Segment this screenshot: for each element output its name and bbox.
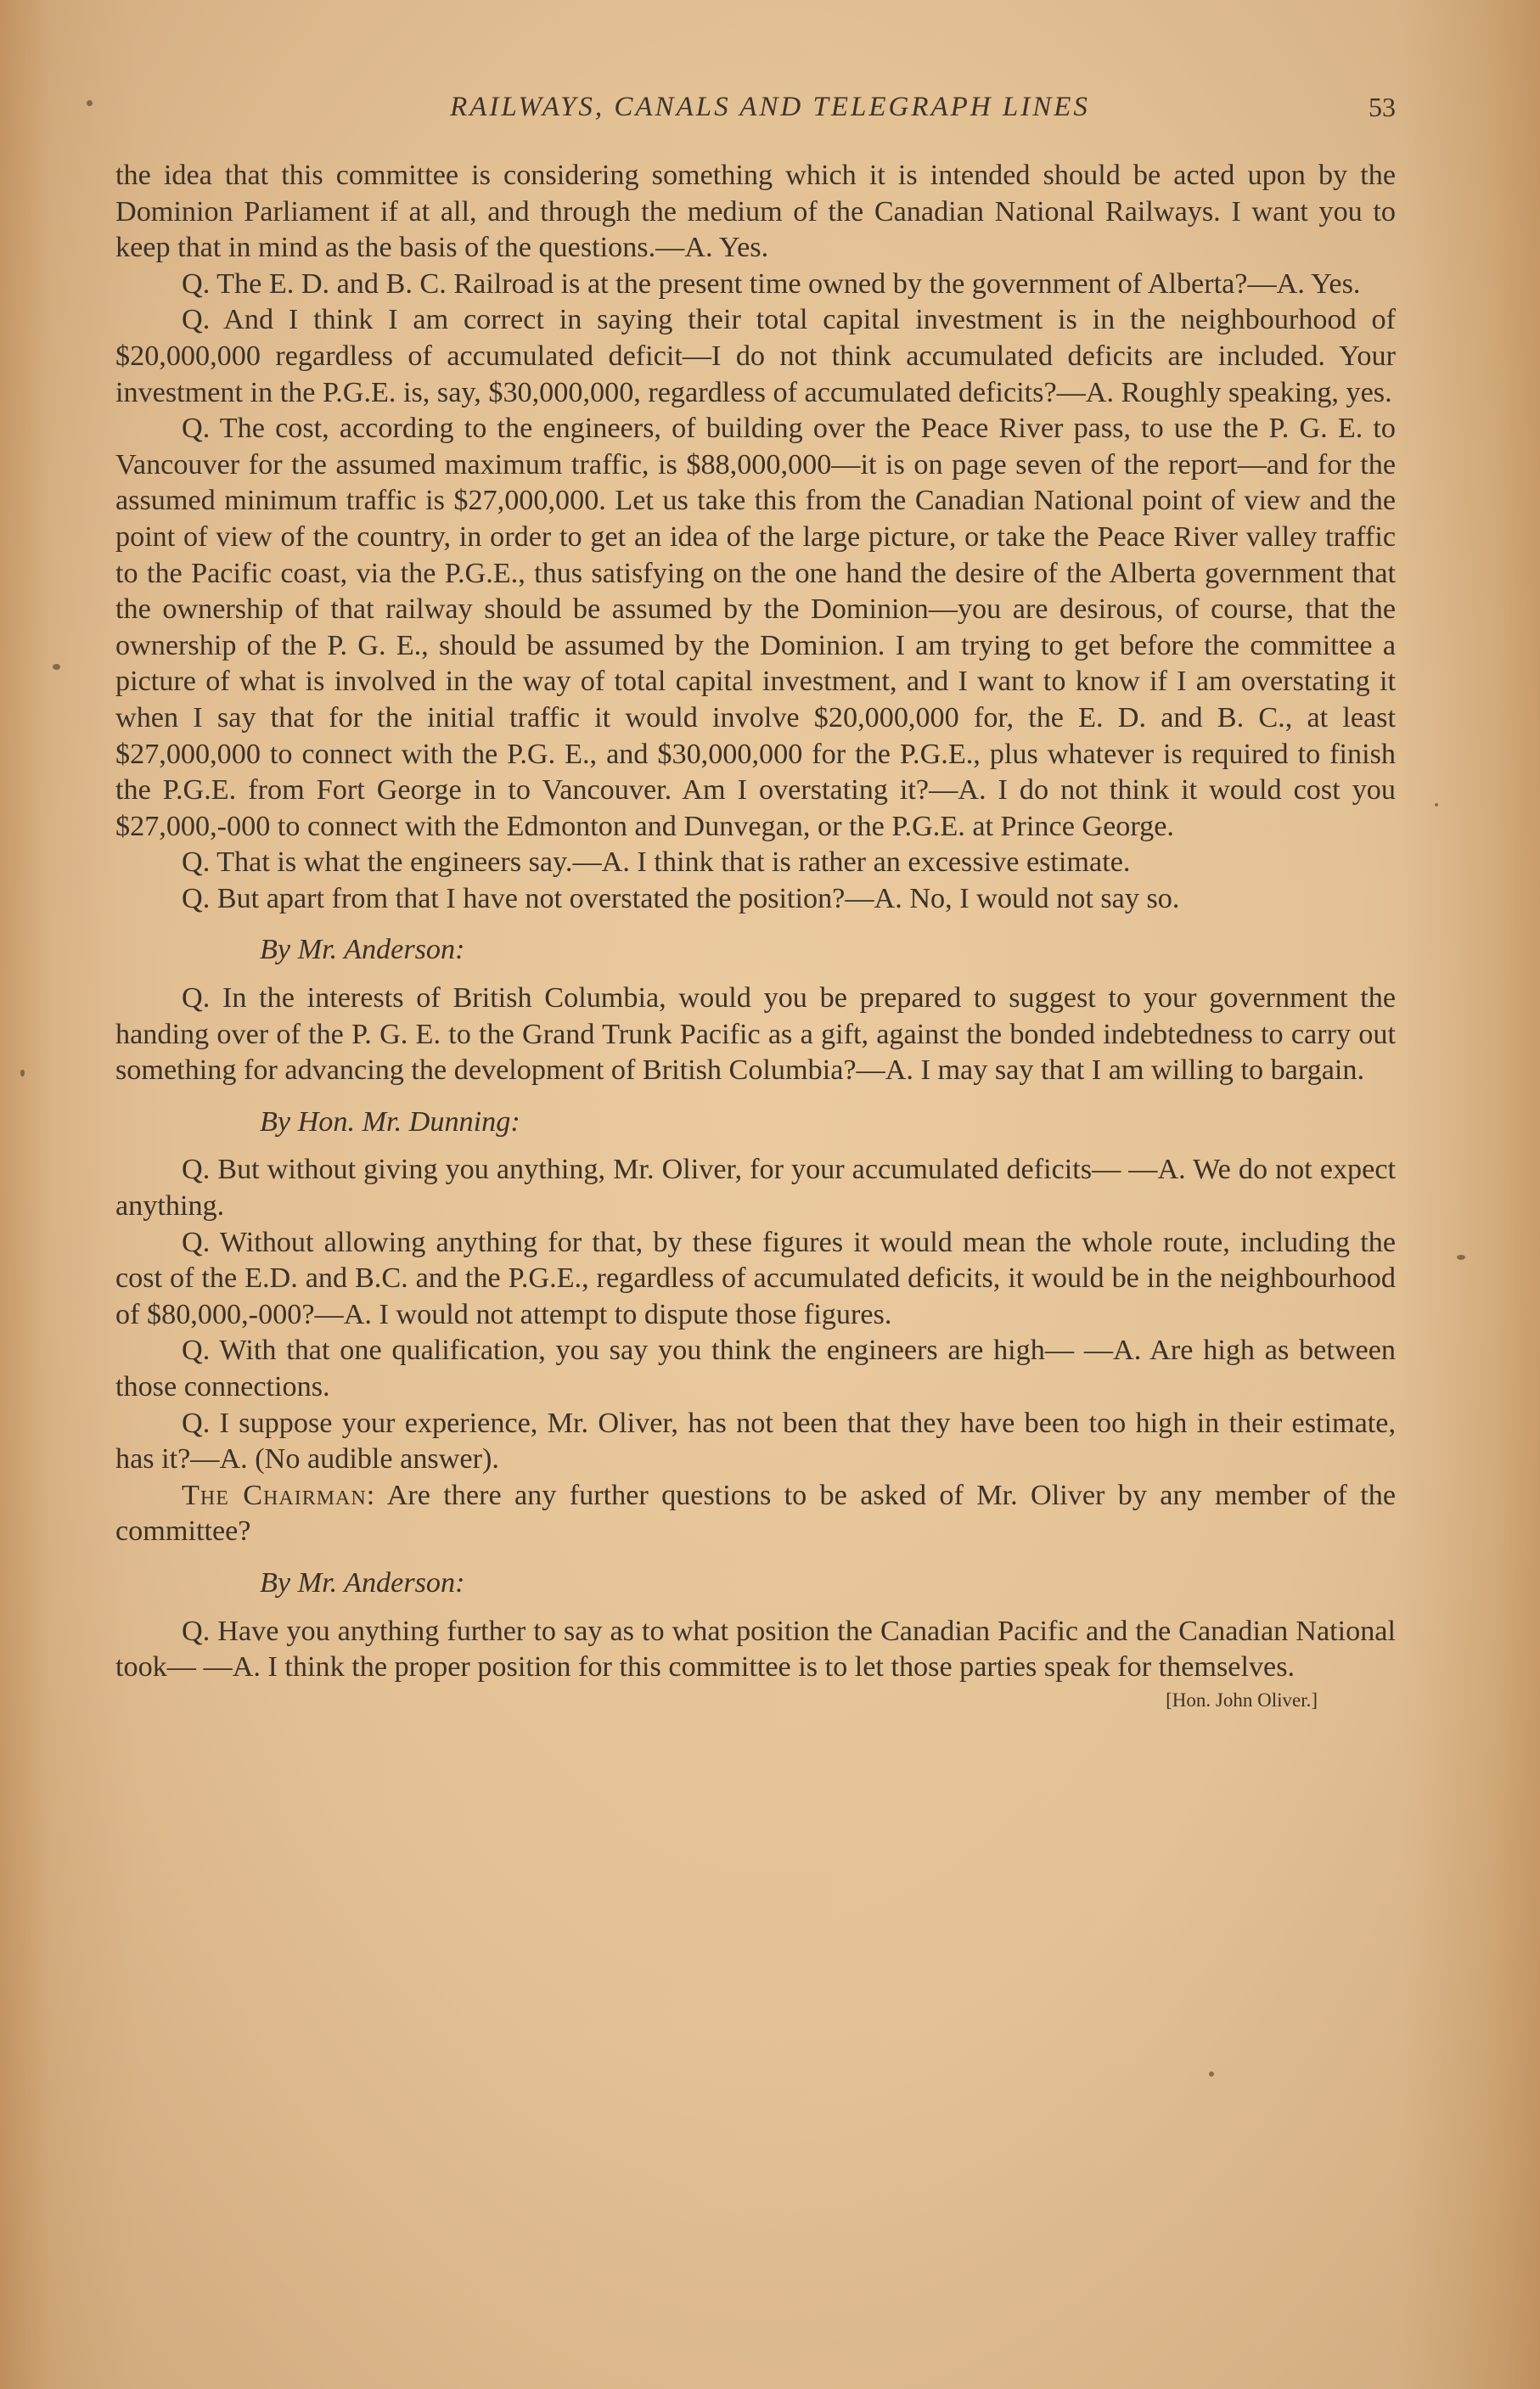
paper-speck	[87, 100, 93, 106]
paper-speck	[1435, 803, 1438, 807]
paragraph: Q. But without giving you anything, Mr. Oliver, for your accumulated deficits— —A. We do not expect anything.	[115, 1154, 1396, 1223]
paragraph: Q. Without allowing anything for that, by these figures it would mean the whole route, including the cost of the E.D. and B.C. and the P.G.E., regardless of accumulated deficits, it would be in the neighbourhood of $80,000,-000?—A. I would not attempt to dispute those figures.	[115, 1226, 1396, 1330]
paragraph: Q. Have you anything further to say as to what position the Canadian Pacific and the Canadian National took— —A. I think the proper position for this committee is to let those parties speak for themselves.	[115, 1615, 1396, 1684]
running-title: RAILWAYS, CANALS AND TELEGRAPH LINES	[450, 92, 1090, 122]
paper-speck	[53, 664, 60, 670]
speaker-heading: By Mr. Anderson:	[260, 934, 465, 966]
paragraph: Q. That is what the engineers say.—A. I think that is rather an excessive estimate.	[182, 846, 1131, 879]
speaker-heading: By Hon. Mr. Dunning:	[260, 1105, 520, 1138]
paragraph: Q. And I think I am correct in saying their total capital investment is in the neighbourhood of $20,000,000 regardless of accumulated deficit—I do not think accumulated deficits are included. Your investment in the P.G.E. is, say, $30,000,000, regardless of accumulated deficits?—A. Roughly speaking, yes.	[115, 304, 1396, 408]
paper-speck	[1457, 1255, 1465, 1260]
paragraph: Q. In the interests of British Columbia, would you be prepared to suggest to your government the handing over of the P. G. E. to the Grand Trunk Pacific as a gift, against the bonded indebtedness to carry out something for advancing the development of British Columbia?—A. I may say that I am willing to bargain.	[115, 982, 1396, 1087]
chairman-question: Are there any further questions to be asked of Mr. Oliver by any member of the committee?	[115, 1479, 1396, 1548]
paragraph: Q. The cost, according to the engineers, of building over the Peace River pass, to use the P. G. E. to Vancouver for the assumed maximum traffic, is $88,000,000—it is on page seven of the report—and for the assumed minimum traffic is $27,000,000. Let us take this from the Canadian National point of view and the point of view of the country, in order to get an idea of the large picture, or take the Peace River valley traffic to the Pacific coast, via the P.G.E., thus satisfying on the one hand the desire of the Alberta government that the ownership of that railway should be assumed by the Dominion—you are desirous, of course, that the ownership of the P. G. E., should be assumed by the Dominion. I am trying to get before the committee a picture of what is involved in the way of total capital investment, and I want to know if I am overstating it when I say that for the initial traffic it would involve $20,000,000 for, the E. D. and B. C., at least $27,000,000 to connect with the P.G. E., and $30,000,000 for the P.G.E., plus whatever is required to finish the P.G.E. from Fort George in to Vancouver. Am I overstating it?—A. I do not think it would cost you $27,000,-000 to connect with the Edmonton and Dunvegan, or the P.G.E. at Prince George.	[115, 413, 1396, 842]
paragraph: Q. But apart from that I have not overstated the position?—A. No, I would not say so.	[182, 882, 1180, 914]
paper-speck	[20, 1070, 25, 1076]
paragraph: Q. The E. D. and B. C. Railroad is at the present time owned by the government of Alberta?—A. Yes.	[182, 267, 1361, 300]
paper-speck	[1209, 2071, 1214, 2077]
chairman-label: The Chairman:	[182, 1479, 376, 1511]
body-text	[115, 158, 1396, 1713]
attribution: [Hon. John Oliver.]	[1166, 1689, 1318, 1711]
paragraph: Q. With that one qualification, you say you think the engineers are high— —A. Are high as between those connections.	[115, 1335, 1396, 1402]
paragraph	[115, 1478, 1396, 1550]
page-number: 53	[1369, 92, 1396, 122]
page-header	[0, 92, 1540, 129]
paragraph: Q. I suppose your experience, Mr. Oliver, has not been that they have been too high in their estimate, has it?—A. (No audible answer).	[115, 1407, 1396, 1476]
paragraph: the idea that this committee is considering something which it is intended should be acted upon by the Dominion Parliament if at all, and through the medium of the Canadian National Railways. I want you to keep that in mind as the basis of the questions.—A. Yes.	[115, 160, 1396, 264]
speaker-heading: By Mr. Anderson:	[260, 1566, 465, 1599]
